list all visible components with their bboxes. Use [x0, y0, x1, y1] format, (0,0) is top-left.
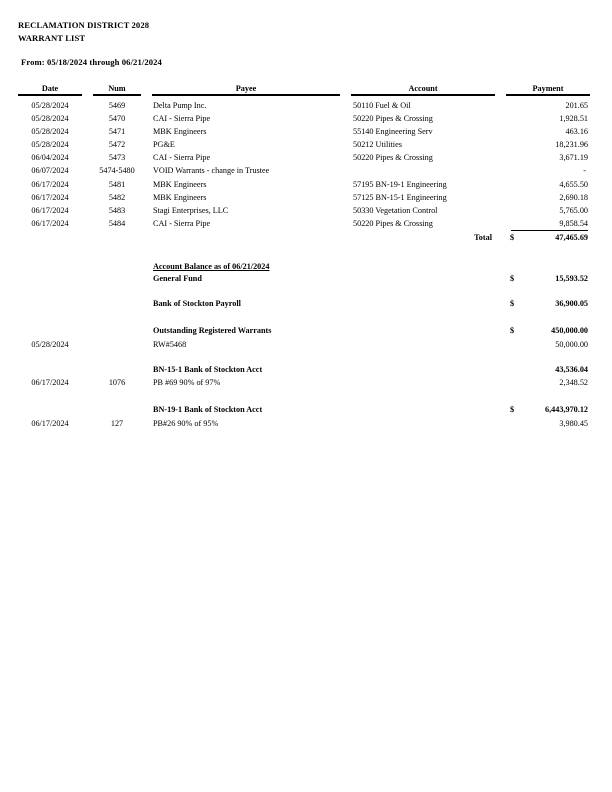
row-num: 5471 — [108, 127, 126, 136]
row-payee: CAI - Sierra Pipe — [153, 153, 211, 162]
detail-num: 127 — [110, 419, 124, 428]
column-header-payment: Payment — [532, 84, 564, 93]
balance-label: Bank of Stockton Payroll — [153, 299, 241, 308]
row-payment: 5,765.00 — [559, 206, 588, 215]
table-row — [0, 206, 612, 219]
balance-bn19 — [0, 405, 612, 418]
row-date: 05/28/2024 — [31, 140, 69, 149]
header-rule-payment — [506, 94, 590, 96]
row-num: 5481 — [108, 180, 126, 189]
balance-amount: 15,593.52 — [555, 274, 588, 283]
balance-amount: 36,900.05 — [555, 299, 588, 308]
table-row — [0, 127, 612, 140]
row-payee: MBK Engineers — [153, 180, 207, 189]
table-row — [0, 101, 612, 114]
table-row — [0, 193, 612, 206]
row-payment: 201.65 — [565, 101, 588, 110]
row-account: 50212 Utilities — [353, 140, 402, 149]
row-payment: 1,928.51 — [559, 114, 588, 123]
table-row — [0, 166, 612, 179]
balance-currency: $ — [510, 405, 515, 414]
row-payment: 4,655.50 — [559, 180, 588, 189]
detail-desc: PB #69 90% of 97% — [153, 378, 221, 387]
total-currency: $ — [510, 233, 515, 242]
row-num: 5472 — [108, 140, 126, 149]
row-num: 5474-5480 — [99, 166, 135, 175]
detail-amount: 3,980.45 — [559, 419, 588, 428]
row-payee: Delta Pump Inc. — [153, 101, 207, 110]
detail-date: 06/17/2024 — [31, 419, 69, 428]
row-payee: CAI - Sierra Pipe — [153, 219, 211, 228]
row-num: 5484 — [108, 219, 126, 228]
row-num: 5482 — [108, 193, 126, 202]
header-rule-payee — [152, 94, 340, 96]
row-account: 50330 Vegetation Control — [353, 206, 438, 215]
report-title: WARRANT LIST — [18, 33, 86, 43]
row-date: 06/07/2024 — [31, 166, 69, 175]
column-header-payee: Payee — [235, 84, 257, 93]
row-account: 50220 Pipes & Crossing — [353, 153, 433, 162]
row-num: 5483 — [108, 206, 126, 215]
total-amount: 47,465.69 — [555, 233, 588, 242]
row-date: 05/28/2024 — [31, 114, 69, 123]
balance-detail-row — [0, 340, 612, 353]
row-payee: PG&E — [153, 140, 175, 149]
table-row — [0, 153, 612, 166]
detail-desc: PB#26 90% of 95% — [153, 419, 219, 428]
column-header-date: Date — [41, 84, 59, 93]
balance-label: BN-15-1 Bank of Stockton Acct — [153, 365, 263, 374]
table-row — [0, 114, 612, 127]
row-payee: MBK Engineers — [153, 127, 207, 136]
header-rule-account — [351, 94, 495, 96]
row-account: 50220 Pipes & Crossing — [353, 219, 433, 228]
row-payee: MBK Engineers — [153, 193, 207, 202]
detail-amount: 50,000.00 — [555, 340, 588, 349]
row-date: 06/04/2024 — [31, 153, 69, 162]
balance-amount: 450,000.00 — [551, 326, 588, 335]
row-payment: 18,231.96 — [555, 140, 588, 149]
row-date: 06/17/2024 — [31, 219, 69, 228]
table-row — [0, 180, 612, 193]
row-date: 06/17/2024 — [31, 206, 69, 215]
balance-payroll — [0, 299, 612, 312]
row-payment: 9,858.54 — [559, 219, 588, 228]
row-payee: CAI - Sierra Pipe — [153, 114, 211, 123]
balance-amount: 43,536.04 — [555, 365, 588, 374]
row-account: 50220 Pipes & Crossing — [353, 114, 433, 123]
balance-registered-warrants — [0, 326, 612, 339]
total-row — [0, 233, 612, 246]
row-num: 5469 — [108, 101, 126, 110]
balance-general-fund — [0, 274, 612, 287]
balance-detail-row — [0, 419, 612, 432]
detail-date: 05/28/2024 — [31, 340, 69, 349]
row-date: 06/17/2024 — [31, 193, 69, 202]
row-payment: 3,671.19 — [559, 153, 588, 162]
balance-currency: $ — [510, 326, 515, 335]
total-label: Total — [474, 233, 492, 242]
detail-num: 1076 — [108, 378, 126, 387]
column-header-num: Num — [108, 84, 126, 93]
org-title: RECLAMATION DISTRICT 2028 — [18, 20, 150, 30]
row-account: 50110 Fuel & Oil — [353, 101, 411, 110]
balances-heading: Account Balance as of 06/21/2024 — [153, 262, 270, 271]
balance-currency: $ — [510, 274, 515, 283]
row-account: 57125 BN-15-1 Engineering — [353, 193, 447, 202]
table-row — [0, 140, 612, 153]
row-payment: 2,690.18 — [559, 193, 588, 202]
row-payee: VOID Warrants - change in Trustee — [153, 166, 270, 175]
row-payment: - — [583, 166, 586, 175]
header-rule-date — [18, 94, 82, 96]
row-num: 5470 — [108, 114, 126, 123]
row-payment: 463.16 — [565, 127, 588, 136]
balance-label: Outstanding Registered Warrants — [153, 326, 272, 335]
balance-label: BN-19-1 Bank of Stockton Acct — [153, 405, 263, 414]
column-header-account: Account — [408, 84, 438, 93]
header-rule-num — [93, 94, 141, 96]
date-range: From: 05/18/2024 through 06/21/2024 — [21, 57, 162, 67]
balance-currency: $ — [510, 299, 515, 308]
balance-detail-row — [0, 378, 612, 391]
row-account: 55140 Engineering Serv — [353, 127, 433, 136]
balance-bn15 — [0, 365, 612, 378]
row-account: 57195 BN-19-1 Engineering — [353, 180, 447, 189]
row-date: 06/17/2024 — [31, 180, 69, 189]
total-rule — [511, 230, 588, 231]
row-payee: Stagi Enterprises, LLC — [153, 206, 229, 215]
balance-amount: 6,443,970.12 — [545, 405, 588, 414]
detail-desc: RW#5468 — [153, 340, 187, 349]
detail-amount: 2,348.52 — [559, 378, 588, 387]
row-date: 05/28/2024 — [31, 127, 69, 136]
balance-label: General Fund — [153, 274, 202, 283]
row-num: 5473 — [108, 153, 126, 162]
row-date: 05/28/2024 — [31, 101, 69, 110]
detail-date: 06/17/2024 — [31, 378, 69, 387]
